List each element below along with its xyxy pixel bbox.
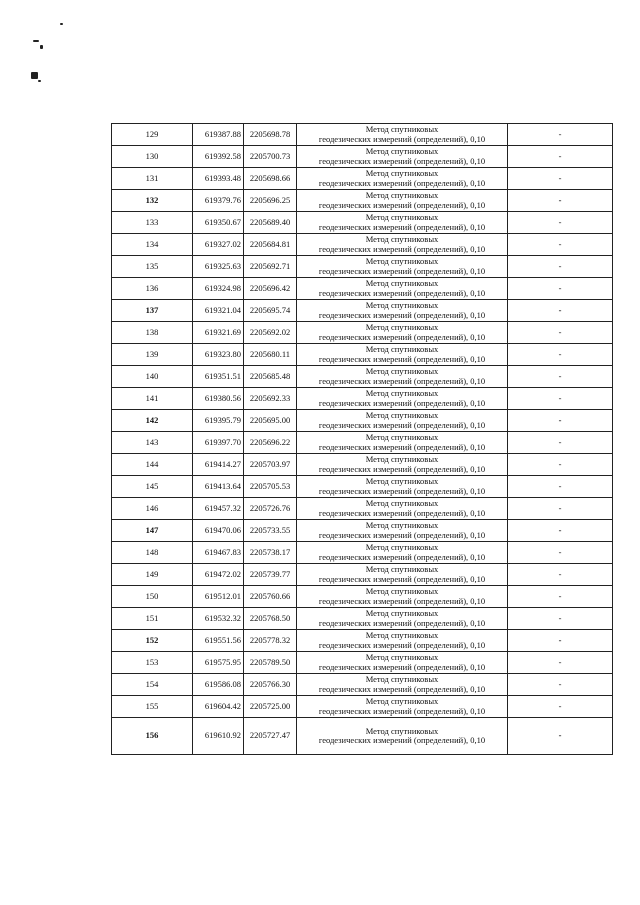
coordinate-x: 619379.76 xyxy=(193,190,244,212)
method-cell xyxy=(297,432,508,454)
method-cell xyxy=(297,454,508,476)
coordinate-x: 619392.58 xyxy=(193,146,244,168)
precision-value: - xyxy=(508,586,613,608)
method-line-1: Метод спутниковых xyxy=(365,168,439,178)
scan-mark xyxy=(33,40,39,42)
point-number: 131 xyxy=(112,168,193,190)
method-line-2: геодезических измерений (определений), 0,10 xyxy=(318,529,486,540)
method-line-2: геодезических измерений (определений), 0,10 xyxy=(318,595,486,606)
table-row xyxy=(112,542,613,564)
method-line-2: геодезических измерений (определений), 0,10 xyxy=(318,243,486,254)
table-row xyxy=(112,630,613,652)
coordinate-y: 2205684.81 xyxy=(244,234,297,256)
method-line-1: Метод спутниковых xyxy=(365,234,439,244)
coordinate-y: 2205692.02 xyxy=(244,322,297,344)
coordinate-x: 619610.92 xyxy=(193,718,244,755)
precision-value: - xyxy=(508,696,613,718)
method-line-2: геодезических измерений (определений), 0,10 xyxy=(318,309,486,320)
precision-value: - xyxy=(508,542,613,564)
coordinate-y: 2205789.50 xyxy=(244,652,297,674)
method-cell xyxy=(297,652,508,674)
precision-value: - xyxy=(508,564,613,586)
method-cell xyxy=(297,608,508,630)
table-row xyxy=(112,256,613,278)
method-line-1: Метод спутниковых xyxy=(365,366,439,376)
coordinate-y: 2205778.32 xyxy=(244,630,297,652)
point-number: 139 xyxy=(112,344,193,366)
method-cell xyxy=(297,256,508,278)
table-row xyxy=(112,322,613,344)
method-cell xyxy=(297,696,508,718)
point-number: 137 xyxy=(112,300,193,322)
precision-value: - xyxy=(508,146,613,168)
point-number: 141 xyxy=(112,388,193,410)
precision-value: - xyxy=(508,520,613,542)
method-cell xyxy=(297,322,508,344)
table-row xyxy=(112,564,613,586)
coordinate-y: 2205739.77 xyxy=(244,564,297,586)
point-number: 148 xyxy=(112,542,193,564)
method-line-1: Метод спутниковых xyxy=(365,146,439,156)
method-line-1: Метод спутниковых xyxy=(365,432,439,442)
coordinate-y: 2205703.97 xyxy=(244,454,297,476)
method-cell xyxy=(297,234,508,256)
method-cell xyxy=(297,630,508,652)
point-number: 147 xyxy=(112,520,193,542)
method-line-1: Метод спутниковых xyxy=(365,190,439,200)
coordinate-x: 619413.64 xyxy=(193,476,244,498)
method-line-1: Метод спутниковых xyxy=(365,454,439,464)
table-row xyxy=(112,520,613,542)
method-cell xyxy=(297,586,508,608)
method-line-2: геодезических измерений (определений), 0,10 xyxy=(318,199,486,210)
point-number: 132 xyxy=(112,190,193,212)
coordinate-y: 2205695.00 xyxy=(244,410,297,432)
point-number: 152 xyxy=(112,630,193,652)
coordinate-y: 2205698.78 xyxy=(244,124,297,146)
coordinate-y: 2205696.42 xyxy=(244,278,297,300)
coordinate-y: 2205696.22 xyxy=(244,432,297,454)
method-cell xyxy=(297,498,508,520)
method-line-2: геодезических измерений (определений), 0,10 xyxy=(318,155,486,166)
point-number: 130 xyxy=(112,146,193,168)
method-line-2: геодезических измерений (определений), 0,10 xyxy=(318,573,486,584)
method-line-2: геодезических измерений (определений), 0,10 xyxy=(318,397,486,408)
method-cell xyxy=(297,344,508,366)
method-line-1: Метод спутниковых xyxy=(365,256,439,266)
precision-value: - xyxy=(508,718,613,755)
precision-value: - xyxy=(508,388,613,410)
coordinate-y: 2205700.73 xyxy=(244,146,297,168)
table-row xyxy=(112,278,613,300)
precision-value: - xyxy=(508,212,613,234)
coordinate-y: 2205696.25 xyxy=(244,190,297,212)
point-number: 136 xyxy=(112,278,193,300)
method-line-1: Метод спутниковых xyxy=(365,564,439,574)
method-cell xyxy=(297,718,508,755)
method-cell xyxy=(297,278,508,300)
coordinate-x: 619321.04 xyxy=(193,300,244,322)
method-line-2: геодезических измерений (определений), 0,10 xyxy=(318,221,486,232)
method-line-1: Метод спутниковых xyxy=(365,212,439,222)
table-row xyxy=(112,454,613,476)
precision-value: - xyxy=(508,344,613,366)
method-line-1: Метод спутниковых xyxy=(365,674,439,684)
table-row xyxy=(112,168,613,190)
coordinate-y: 2205766.30 xyxy=(244,674,297,696)
precision-value: - xyxy=(508,190,613,212)
precision-value: - xyxy=(508,652,613,674)
method-line-2: геодезических измерений (определений), 0,10 xyxy=(318,287,486,298)
method-line-2: геодезических измерений (определений), 0,10 xyxy=(318,265,486,276)
point-number: 129 xyxy=(112,124,193,146)
coordinate-y: 2205689.40 xyxy=(244,212,297,234)
coordinate-y: 2205705.53 xyxy=(244,476,297,498)
coordinate-x: 619321.69 xyxy=(193,322,244,344)
method-cell xyxy=(297,146,508,168)
coordinate-y: 2205685.48 xyxy=(244,366,297,388)
method-cell xyxy=(297,124,508,146)
precision-value: - xyxy=(508,630,613,652)
method-line-2: геодезических измерений (определений), 0,10 xyxy=(318,683,486,694)
point-number: 135 xyxy=(112,256,193,278)
coordinate-y: 2205727.47 xyxy=(244,718,297,755)
method-cell xyxy=(297,542,508,564)
point-number: 154 xyxy=(112,674,193,696)
coordinate-y: 2205692.71 xyxy=(244,256,297,278)
method-line-2: геодезических измерений (определений), 0,10 xyxy=(318,463,486,474)
coordinate-x: 619350.67 xyxy=(193,212,244,234)
method-line-1: Метод спутниковых xyxy=(365,344,439,354)
coordinate-x: 619575.95 xyxy=(193,652,244,674)
method-line-1: Метод спутниковых xyxy=(365,725,439,736)
coordinate-x: 619380.56 xyxy=(193,388,244,410)
method-line-2: геодезических измерений (определений), 0,10 xyxy=(318,485,486,496)
method-line-1: Метод спутниковых xyxy=(365,388,439,398)
point-number: 155 xyxy=(112,696,193,718)
coordinate-x: 619472.02 xyxy=(193,564,244,586)
point-number: 138 xyxy=(112,322,193,344)
method-line-2: геодезических измерений (определений), 0,10 xyxy=(318,133,486,144)
coordinate-x: 619387.88 xyxy=(193,124,244,146)
method-line-1: Метод спутниковых xyxy=(365,476,439,486)
method-cell xyxy=(297,300,508,322)
precision-value: - xyxy=(508,278,613,300)
point-number: 151 xyxy=(112,608,193,630)
precision-value: - xyxy=(508,476,613,498)
point-number: 144 xyxy=(112,454,193,476)
coordinate-x: 619325.63 xyxy=(193,256,244,278)
coordinate-y: 2205695.74 xyxy=(244,300,297,322)
coordinate-x: 619395.79 xyxy=(193,410,244,432)
precision-value: - xyxy=(508,608,613,630)
precision-value: - xyxy=(508,454,613,476)
method-line-1: Метод спутниковых xyxy=(365,498,439,508)
coordinate-y: 2205768.50 xyxy=(244,608,297,630)
coordinate-x: 619324.98 xyxy=(193,278,244,300)
scan-mark xyxy=(40,45,43,49)
table-row xyxy=(112,652,613,674)
method-line-1: Метод спутниковых xyxy=(365,586,439,596)
precision-value: - xyxy=(508,234,613,256)
coordinate-y: 2205760.66 xyxy=(244,586,297,608)
coordinate-y: 2205733.55 xyxy=(244,520,297,542)
point-number: 153 xyxy=(112,652,193,674)
method-line-2: геодезических измерений (определений), 0,10 xyxy=(318,661,486,672)
table-row xyxy=(112,124,613,146)
precision-value: - xyxy=(508,366,613,388)
table-row xyxy=(112,608,613,630)
table-row xyxy=(112,388,613,410)
precision-value: - xyxy=(508,124,613,146)
point-number: 140 xyxy=(112,366,193,388)
coordinate-x: 619512.01 xyxy=(193,586,244,608)
method-cell xyxy=(297,168,508,190)
method-cell xyxy=(297,366,508,388)
method-line-2: геодезических измерений (определений), 0,10 xyxy=(318,735,486,745)
method-cell xyxy=(297,388,508,410)
coordinate-x: 619604.42 xyxy=(193,696,244,718)
coordinate-x: 619397.70 xyxy=(193,432,244,454)
scan-mark xyxy=(31,72,38,79)
method-line-1: Метод спутниковых xyxy=(365,124,439,134)
table-row xyxy=(112,498,613,520)
point-number: 145 xyxy=(112,476,193,498)
coordinate-x: 619586.08 xyxy=(193,674,244,696)
scan-mark xyxy=(38,80,41,82)
point-number: 142 xyxy=(112,410,193,432)
precision-value: - xyxy=(508,322,613,344)
method-line-2: геодезических измерений (определений), 0,10 xyxy=(318,617,486,628)
precision-value: - xyxy=(508,432,613,454)
method-cell xyxy=(297,410,508,432)
coordinate-x: 619551.56 xyxy=(193,630,244,652)
table-row xyxy=(112,476,613,498)
method-line-2: геодезических измерений (определений), 0,10 xyxy=(318,551,486,562)
method-line-2: геодезических измерений (определений), 0,10 xyxy=(318,705,486,716)
scan-mark xyxy=(60,23,63,25)
point-number: 143 xyxy=(112,432,193,454)
coordinate-x: 619532.32 xyxy=(193,608,244,630)
table-row xyxy=(112,410,613,432)
method-line-2: геодезических измерений (определений), 0,10 xyxy=(318,375,486,386)
method-line-2: геодезических измерений (определений), 0,10 xyxy=(318,353,486,364)
precision-value: - xyxy=(508,498,613,520)
point-number: 156 xyxy=(112,718,193,755)
coordinates-table xyxy=(111,123,613,755)
coordinate-x: 619467.83 xyxy=(193,542,244,564)
method-line-1: Метод спутниковых xyxy=(365,520,439,530)
point-number: 133 xyxy=(112,212,193,234)
precision-value: - xyxy=(508,410,613,432)
method-line-1: Метод спутниковых xyxy=(365,300,439,310)
coordinates-table-body xyxy=(112,124,613,755)
point-number: 134 xyxy=(112,234,193,256)
table-row xyxy=(112,212,613,234)
coordinate-x: 619414.27 xyxy=(193,454,244,476)
method-cell xyxy=(297,520,508,542)
method-line-2: геодезических измерений (определений), 0,10 xyxy=(318,639,486,650)
table-row xyxy=(112,432,613,454)
table-row xyxy=(112,300,613,322)
method-line-1: Метод спутниковых xyxy=(365,278,439,288)
method-line-1: Метод спутниковых xyxy=(365,322,439,332)
table-row xyxy=(112,146,613,168)
precision-value: - xyxy=(508,256,613,278)
method-line-1: Метод спутниковых xyxy=(365,630,439,640)
coordinate-x: 619457.32 xyxy=(193,498,244,520)
coordinate-x: 619351.51 xyxy=(193,366,244,388)
method-line-1: Метод спутниковых xyxy=(365,542,439,552)
table-row xyxy=(112,718,613,755)
method-line-1: Метод спутниковых xyxy=(365,652,439,662)
method-cell xyxy=(297,476,508,498)
method-line-2: геодезических измерений (определений), 0,10 xyxy=(318,177,486,188)
coordinate-x: 619470.06 xyxy=(193,520,244,542)
table-row xyxy=(112,190,613,212)
coordinate-x: 619393.48 xyxy=(193,168,244,190)
coordinate-y: 2205692.33 xyxy=(244,388,297,410)
table-row xyxy=(112,344,613,366)
method-line-2: геодезических измерений (определений), 0,10 xyxy=(318,507,486,518)
method-line-1: Метод спутниковых xyxy=(365,410,439,420)
point-number: 146 xyxy=(112,498,193,520)
method-cell xyxy=(297,212,508,234)
coordinate-y: 2205680.11 xyxy=(244,344,297,366)
coordinate-y: 2205726.76 xyxy=(244,498,297,520)
method-line-1: Метод спутниковых xyxy=(365,696,439,706)
method-line-2: геодезических измерений (определений), 0,10 xyxy=(318,441,486,452)
method-cell xyxy=(297,190,508,212)
table-row xyxy=(112,234,613,256)
method-cell xyxy=(297,674,508,696)
coordinate-y: 2205738.17 xyxy=(244,542,297,564)
coordinate-x: 619323.80 xyxy=(193,344,244,366)
table-row xyxy=(112,586,613,608)
precision-value: - xyxy=(508,674,613,696)
table-row xyxy=(112,696,613,718)
coordinate-x: 619327.02 xyxy=(193,234,244,256)
coordinate-y: 2205698.66 xyxy=(244,168,297,190)
method-line-1: Метод спутниковых xyxy=(365,608,439,618)
point-number: 150 xyxy=(112,586,193,608)
method-cell xyxy=(297,564,508,586)
point-number: 149 xyxy=(112,564,193,586)
precision-value: - xyxy=(508,168,613,190)
coordinate-y: 2205725.00 xyxy=(244,696,297,718)
precision-value: - xyxy=(508,300,613,322)
table-row xyxy=(112,674,613,696)
method-line-2: геодезических измерений (определений), 0,10 xyxy=(318,331,486,342)
table-row xyxy=(112,366,613,388)
method-line-2: геодезических измерений (определений), 0,10 xyxy=(318,419,486,430)
